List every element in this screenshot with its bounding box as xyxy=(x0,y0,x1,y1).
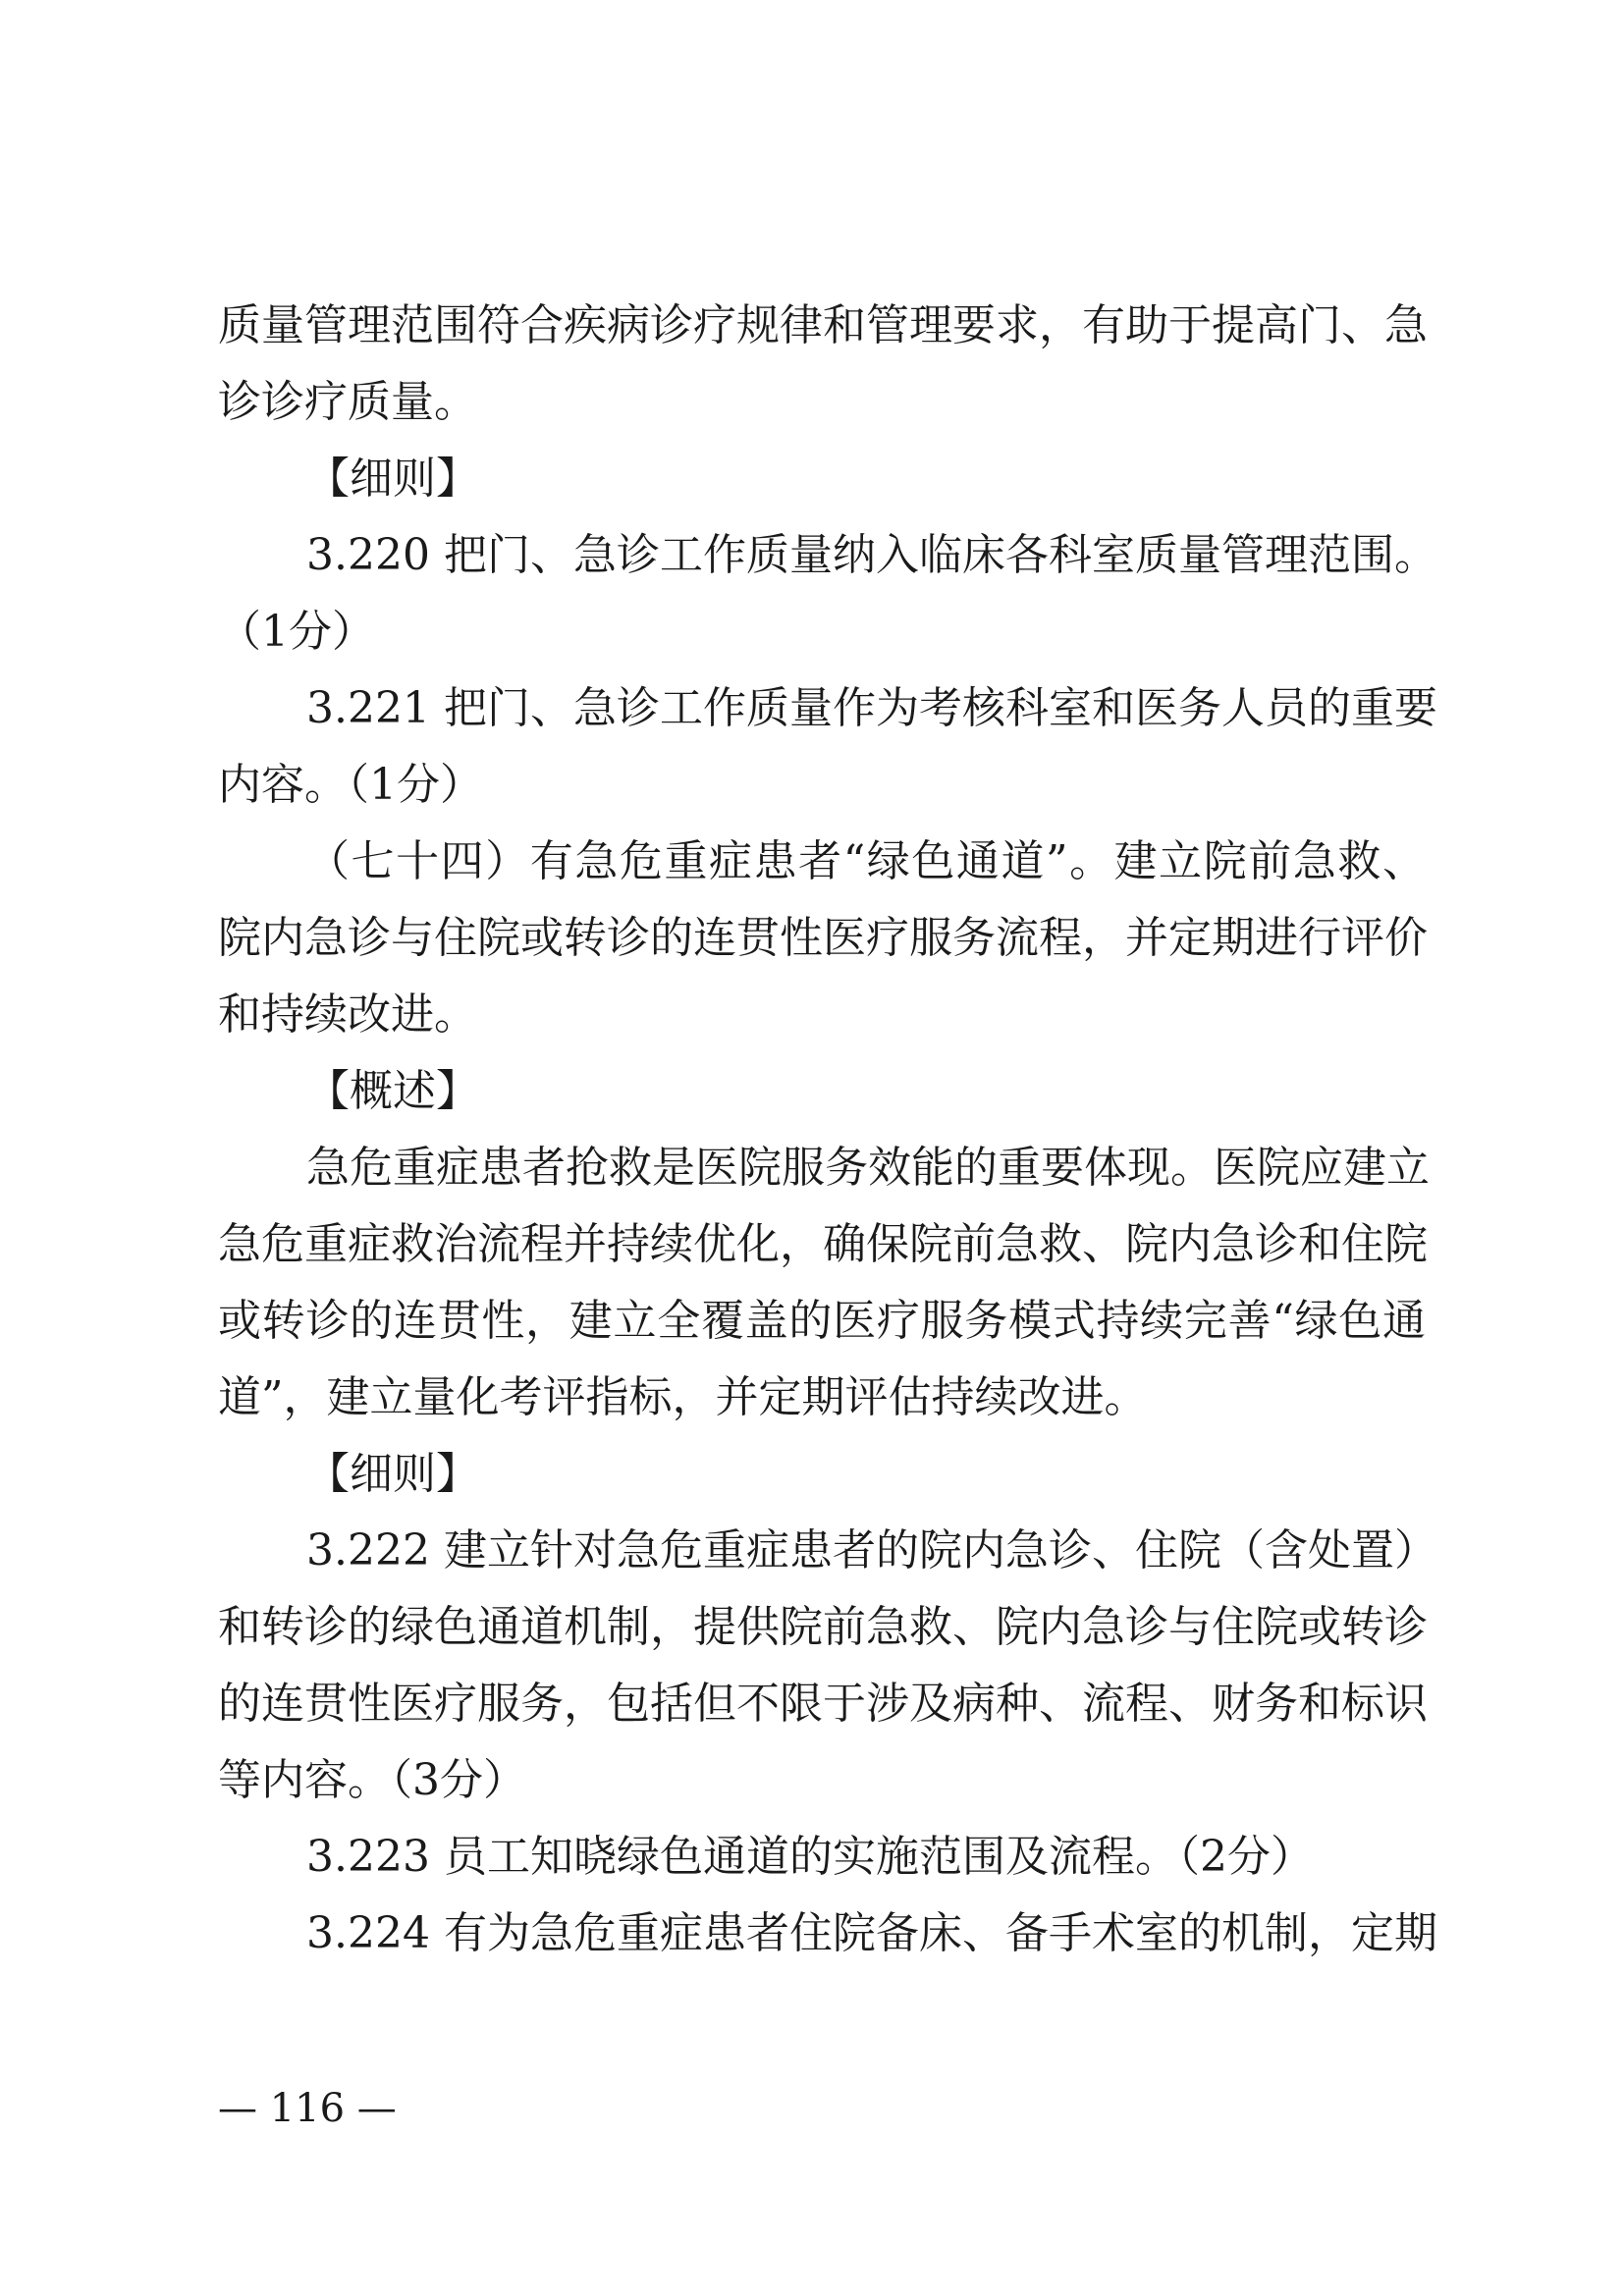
text-line: 等内容。（3分） xyxy=(218,1755,526,1805)
text-line: （1分） xyxy=(218,607,375,657)
text-line: 3.220 把门、急诊工作质量纳入临床各科室质量管理范围。 xyxy=(306,530,1437,580)
text-line: 急危重症救治流程并持续优化，确保院前急救、院内急诊和住院 xyxy=(218,1219,1428,1269)
text-line: 的连贯性医疗服务，包括但不限于涉及病种、流程、财务和标识 xyxy=(218,1679,1428,1729)
page-number: — 116 — xyxy=(218,2086,397,2131)
section-heading: 【细则】 xyxy=(306,454,479,504)
text-line: 内容。（1分） xyxy=(218,760,483,810)
text-line: 3.222 建立针对急危重症患者的院内急诊、住院（含处置） xyxy=(306,1525,1437,1575)
text-line: 3.224 有为急危重症患者住院备床、备手术室的机制，定期 xyxy=(306,1908,1437,1958)
text-line: 和转诊的绿色通道机制，提供院前急救、院内急诊与住院或转诊 xyxy=(218,1602,1428,1652)
section-heading: 【概述】 xyxy=(306,1066,479,1116)
text-line: 诊诊疗质量。 xyxy=(218,377,477,427)
text-line: 院内急诊与住院或转诊的连贯性医疗服务流程，并定期进行评价 xyxy=(218,913,1428,963)
text-line: 急危重症患者抢救是医院服务效能的重要体现。医院应建立 xyxy=(306,1143,1430,1193)
text-line: 质量管理范围符合疾病诊疗规律和管理要求，有助于提高门、急 xyxy=(218,300,1428,350)
text-line: 3.223 员工知晓绿色通道的实施范围及流程。（2分） xyxy=(306,1832,1314,1882)
text-line: 或转诊的连贯性，建立全覆盖的医疗服务模式持续完善“绿色通 xyxy=(218,1296,1426,1346)
text-line: 道”，建立量化考评指标，并定期评估持续改进。 xyxy=(218,1372,1148,1422)
text-line: 3.221 把门、急诊工作质量作为考核科室和医务人员的重要 xyxy=(306,683,1437,733)
text-line: （七十四）有急危重症患者“绿色通道”。建立院前急救、 xyxy=(306,836,1426,886)
section-heading: 【细则】 xyxy=(306,1449,479,1499)
text-line: 和持续改进。 xyxy=(218,989,477,1040)
